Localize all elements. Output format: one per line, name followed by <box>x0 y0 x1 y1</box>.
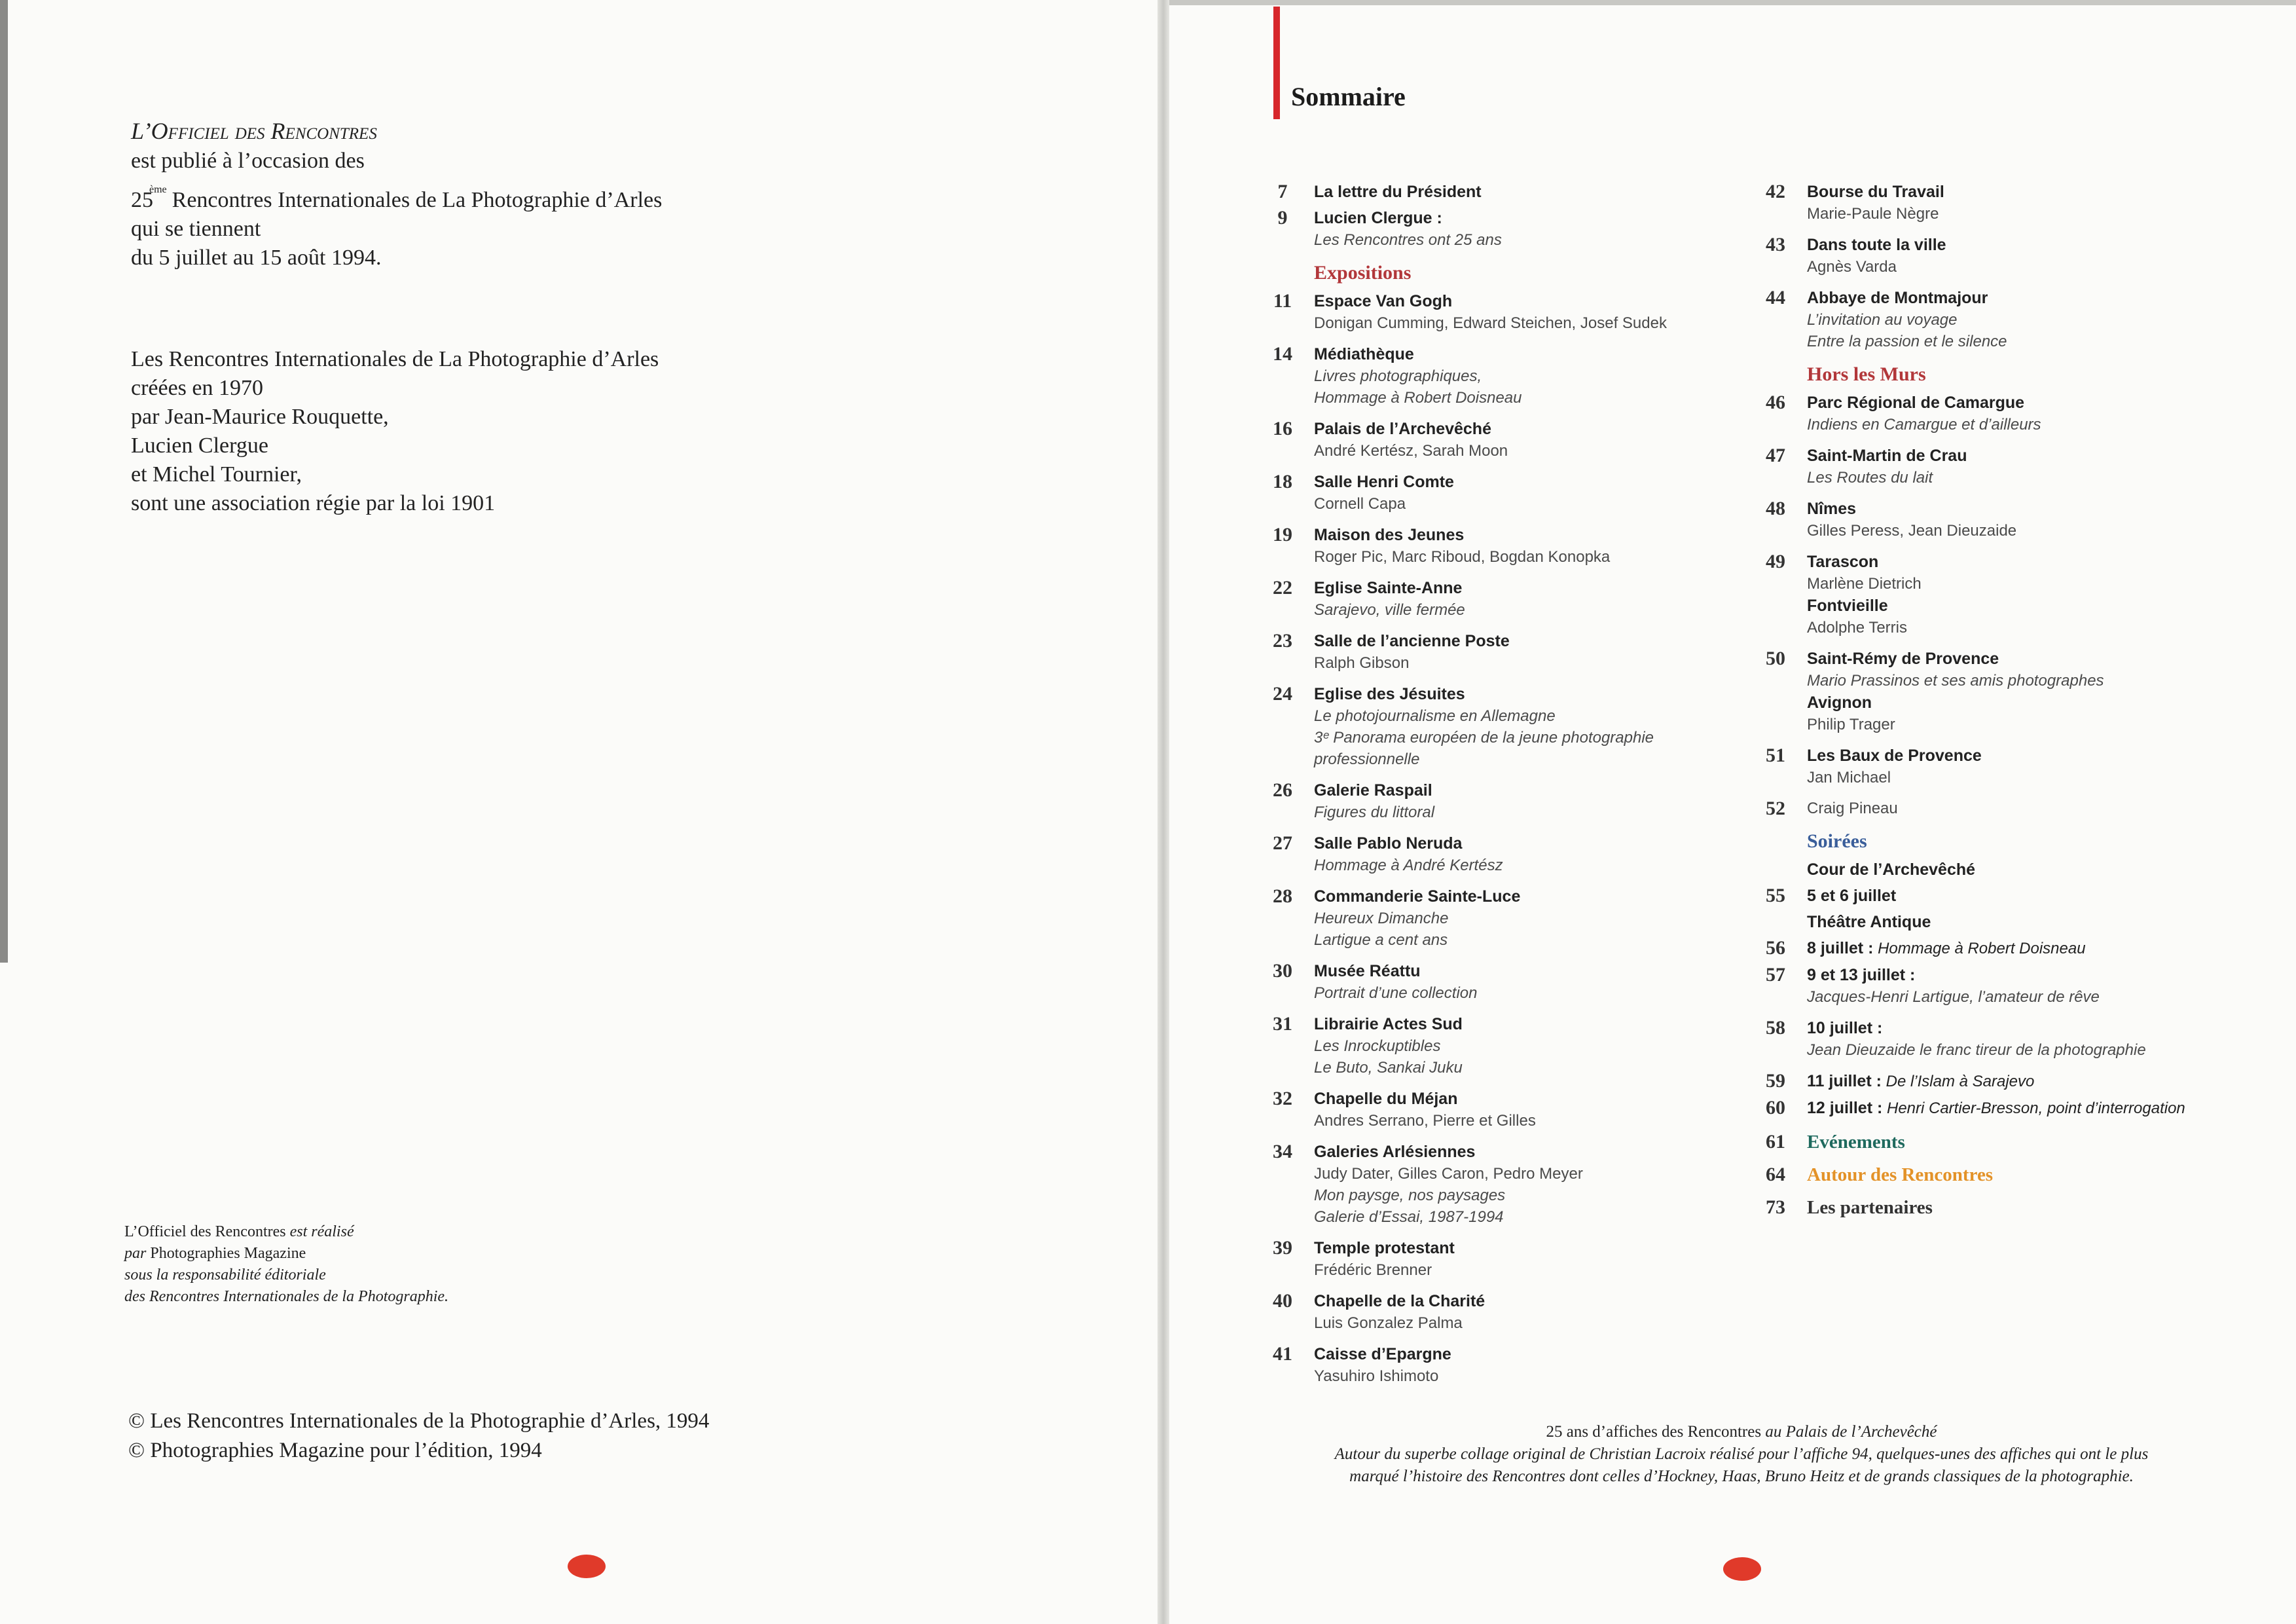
toc-page-number: 49 <box>1766 551 1785 572</box>
toc-entry-title: Salle de l’ancienne Poste <box>1314 632 1510 650</box>
toc-entry-subtitle: Mario Prassinos et ses amis photographes <box>1807 672 2104 690</box>
toc-entry-title: Abbaye de Montmajour <box>1807 289 1988 307</box>
toc-entry <box>1267 1343 1738 1387</box>
toc-entry <box>1267 683 1738 770</box>
toc-entry-subtitle: Andres Serrano, Pierre et Gilles <box>1314 1112 1536 1130</box>
toc-section-label: Autour des Rencontres <box>1807 1164 1994 1185</box>
toc-entry <box>1267 343 1738 409</box>
toc-entry-subtitle: Jacques-Henri Lartigue, l’amateur de rêve <box>1807 988 2100 1006</box>
toc-entry-subtitle: Portrait d’une collection <box>1314 984 1478 1002</box>
toc-entry <box>1267 181 1738 203</box>
toc-entry-subtitle: Le photojournalisme en Allemagne <box>1314 707 1556 725</box>
toc-page-number: 41 <box>1273 1343 1292 1365</box>
toc-entry <box>1760 858 2231 881</box>
toc-entry-subtitle: Hommage à Robert Doisneau <box>1314 389 1522 407</box>
toc-page-number: 30 <box>1273 960 1292 982</box>
toc-page-number: 7 <box>1277 181 1288 202</box>
toc-page-number: 19 <box>1273 524 1292 545</box>
toc-entry-subtitle: Donigan Cumming, Edward Steichen, Josef Sudek <box>1314 314 1667 332</box>
toc-entry-line <box>1807 937 2231 960</box>
toc-entry-subtitle: Craig Pineau <box>1807 800 1898 817</box>
toc-entry <box>1760 445 2231 489</box>
toc-entry <box>1267 290 1738 334</box>
toc-section-label: Expositions <box>1314 262 1412 284</box>
toc-entry <box>1760 1017 2231 1061</box>
toc-entry-title: 9 et 13 juillet : <box>1807 966 1916 984</box>
colophon-line: est publié à l’occasion des <box>131 149 365 173</box>
credits-text: L’Officiel des Rencontres <box>124 1223 286 1240</box>
toc-entry-subtitle: Hommage à Robert Doisneau <box>1878 940 2086 957</box>
toc-entry-title: Saint-Martin de Crau <box>1807 447 1967 465</box>
credits-text: par <box>124 1245 147 1262</box>
toc-entry <box>1267 577 1738 621</box>
toc-entry <box>1760 885 2231 907</box>
toc-entry-subtitle: Les Routes du lait <box>1807 469 1933 487</box>
caption-text: au Palais de l’Archevêché <box>1765 1423 1937 1441</box>
publication-name: L’Officiel des Rencontres <box>131 118 377 144</box>
toc-page-number: 11 <box>1273 290 1292 312</box>
toc-page-number: 61 <box>1766 1131 1785 1153</box>
toc-page-number: 50 <box>1766 648 1785 669</box>
toc-entry-title: Commanderie Sainte-Luce <box>1314 887 1521 906</box>
toc-entry <box>1760 287 2231 352</box>
colophon-block <box>131 117 720 272</box>
credits-text: Photographies Magazine <box>150 1245 306 1262</box>
toc-entry-subtitle: Lartigue a cent ans <box>1314 931 1448 949</box>
toc-entry-subtitle: L’invitation au voyage <box>1807 311 1958 329</box>
toc-entry <box>1760 181 2231 225</box>
toc-entry-title: Palais de l’Archevêché <box>1314 420 1491 438</box>
toc-entry <box>1760 234 2231 278</box>
toc-entry <box>1267 1088 1738 1132</box>
page-marker-dot-right <box>1723 1557 1761 1581</box>
toc-entry-title: Galerie Raspail <box>1314 781 1432 800</box>
toc-entry <box>1267 471 1738 515</box>
toc-entry <box>1267 207 1738 251</box>
toc-entry-title: Lucien Clergue : <box>1314 209 1442 227</box>
page-top-edge <box>1169 0 2296 5</box>
toc-entry <box>1760 798 2231 819</box>
toc-entry-title: Caisse d’Epargne <box>1314 1345 1451 1363</box>
toc-entry-title: 11 juillet : <box>1807 1072 1882 1090</box>
toc-entry <box>1267 1290 1738 1334</box>
toc-entry-line <box>1807 1070 2231 1093</box>
colophon-line: Rencontres Internationales de La Photographie d’Arles <box>172 188 663 212</box>
toc-page-number: 34 <box>1273 1141 1292 1162</box>
toc-page-number: 32 <box>1273 1088 1292 1109</box>
toc-page-number: 73 <box>1766 1196 1785 1218</box>
toc-entry-subtitle: Livres photographiques, <box>1314 367 1482 385</box>
toc-entry-subtitle: Marlène Dietrich <box>1807 575 1922 593</box>
toc-section-heading <box>1807 361 2231 388</box>
toc-page-number: 22 <box>1273 577 1292 599</box>
toc-section-label: Soirées <box>1807 830 1867 852</box>
toc-entry-subtitle: Les Rencontres ont 25 ans <box>1314 231 1502 249</box>
toc-entry <box>1267 630 1738 674</box>
toc-entry <box>1267 1237 1738 1281</box>
toc-entry-title: Maison des Jeunes <box>1314 526 1465 544</box>
colophon-line: qui se tiennent <box>131 217 261 241</box>
copyright-line: © Photographies Magazine pour l’édition, 1994 <box>128 1439 542 1462</box>
toc-page-number: 57 <box>1766 964 1785 986</box>
page-marker-dot-left <box>568 1555 606 1578</box>
toc-entry <box>1760 745 2231 788</box>
toc-page-number: 27 <box>1273 832 1292 854</box>
toc-entry-subtitle: Le Buto, Sankai Juku <box>1314 1059 1463 1077</box>
toc-entry <box>1267 1013 1738 1079</box>
toc-entry-subtitle: professionnelle <box>1314 750 1420 768</box>
toc-entry-subtitle: Les Inrockuptibles <box>1314 1037 1441 1055</box>
toc-entry-subtitle: Entre la passion et le silence <box>1807 333 2007 350</box>
toc-entry-subtitle: Agnès Varda <box>1807 258 1897 276</box>
toc-entry-subtitle: Philip Trager <box>1807 716 1895 733</box>
page-title: Sommaire <box>1291 82 1406 111</box>
toc-entry <box>1267 885 1738 951</box>
toc-entry-subtitle: Sarajevo, ville fermée <box>1314 601 1465 619</box>
toc-entry-title: Chapelle du Méjan <box>1314 1090 1458 1108</box>
toc-entry-line <box>1807 1097 2231 1120</box>
toc-page-number: 64 <box>1766 1164 1785 1185</box>
toc-entry <box>1267 832 1738 876</box>
copyright-line: © Les Rencontres Internationales de la Photographie d’Arles, 1994 <box>128 1409 710 1433</box>
edition-number: 25 <box>131 188 153 212</box>
toc-entry-title: Avignon <box>1807 693 1872 712</box>
poster-caption <box>1283 1421 2200 1488</box>
toc-section-heading <box>1766 1129 2231 1155</box>
toc-entry-title: Chapelle de la Charité <box>1314 1292 1485 1310</box>
toc-entry-title: Fontvieille <box>1807 597 1888 615</box>
copyright-notice <box>128 1407 848 1466</box>
caption-text: Autour du superbe collage original de Christian Lacroix réalisé pour l’affiche 94, quelques-unes des affiches qui ont le plus <box>1334 1445 2149 1463</box>
toc-section-heading <box>1807 828 2231 855</box>
book-gutter <box>1157 0 1169 1624</box>
toc-entry <box>1760 937 2231 960</box>
toc-page-number: 60 <box>1766 1097 1785 1118</box>
toc-entry-title: Librairie Actes Sud <box>1314 1015 1463 1033</box>
toc-entry <box>1760 648 2231 735</box>
edition-suffix: ème <box>149 184 167 195</box>
credits-text: est réalisé <box>289 1223 354 1240</box>
caption-text: 25 ans d’affiches des Rencontres <box>1546 1423 1762 1441</box>
toc-entry-title: Tarascon <box>1807 553 1879 571</box>
history-line: Les Rencontres Internationales de La Photographie d’Arles <box>131 347 659 371</box>
toc-entry-title: Les Baux de Provence <box>1807 747 1982 765</box>
production-credits <box>124 1221 714 1308</box>
history-line: et Michel Tournier, <box>131 462 302 487</box>
toc-entry-subtitle: Luis Gonzalez Palma <box>1314 1314 1463 1332</box>
caption-text: marqué l’histoire des Rencontres dont celles d’Hockney, Haas, Bruno Heitz et de grands classiques de la photographie. <box>1349 1467 2134 1485</box>
toc-entry-subtitle: Galerie d’Essai, 1987-1994 <box>1314 1208 1504 1226</box>
toc-page-number: 26 <box>1273 779 1292 801</box>
toc-page-number: 18 <box>1273 471 1292 492</box>
toc-page-number: 40 <box>1273 1290 1292 1312</box>
toc-entry-subtitle: Figures du littoral <box>1314 803 1435 821</box>
toc-entry <box>1267 524 1738 568</box>
toc-column-right <box>1760 181 2231 1225</box>
toc-entry-subtitle: Cornell Capa <box>1314 495 1406 513</box>
toc-page-number: 9 <box>1277 207 1288 229</box>
toc-entry <box>1760 498 2231 542</box>
toc-page-number: 24 <box>1273 683 1292 705</box>
toc-page-number: 47 <box>1766 445 1785 466</box>
history-line: par Jean-Maurice Rouquette, <box>131 405 389 429</box>
toc-entry-title: La lettre du Président <box>1314 183 1482 201</box>
toc-entry-title: Musée Réattu <box>1314 962 1421 980</box>
toc-section-label: Les partenaires <box>1807 1197 1933 1218</box>
credits-text: des Rencontres Internationales de la Photographie. <box>124 1288 449 1305</box>
toc-entry-subtitle: Henri Cartier-Bresson, point d’interrogation <box>1886 1099 2185 1117</box>
toc-entry-title: Salle Pablo Neruda <box>1314 834 1463 853</box>
toc-entry-title: Parc Régional de Camargue <box>1807 394 2025 412</box>
toc-entry <box>1760 1070 2231 1093</box>
toc-entry-title: Nîmes <box>1807 500 1857 518</box>
toc-entry-subtitle: De l’Islam à Sarajevo <box>1886 1073 2035 1090</box>
toc-entry-title: 8 juillet : <box>1807 939 1874 957</box>
toc-page-number: 58 <box>1766 1017 1785 1039</box>
toc-page-number: 56 <box>1766 937 1785 959</box>
toc-entry-title: 12 juillet : <box>1807 1099 1883 1117</box>
history-line: créées en 1970 <box>131 376 264 400</box>
toc-entry-title: Dans toute la ville <box>1807 236 1946 254</box>
toc-entry-subtitle: Adolphe Terris <box>1807 619 1907 637</box>
toc-entry-subtitle: Mon paysge, nos paysages <box>1314 1187 1506 1204</box>
toc-entry-title: Saint-Rémy de Provence <box>1807 650 1999 668</box>
toc-entry-title: Espace Van Gogh <box>1314 292 1453 310</box>
toc-entry-title: Salle Henri Comte <box>1314 473 1454 491</box>
toc-section-heading <box>1314 260 1738 286</box>
colophon-line: du 5 juillet au 15 août 1994. <box>131 246 382 270</box>
toc-entry-title: Bourse du Travail <box>1807 183 1944 201</box>
toc-entry <box>1760 392 2231 435</box>
toc-entry-subtitle: Marie-Paule Nègre <box>1807 205 1939 223</box>
toc-entry <box>1760 964 2231 1008</box>
toc-entry-subtitle: Frédéric Brenner <box>1314 1261 1432 1279</box>
page-left-edge <box>0 0 8 963</box>
toc-page-number: 23 <box>1273 630 1292 652</box>
toc-entry <box>1267 1141 1738 1228</box>
toc-entry-subtitle: Indiens en Camargue et d’ailleurs <box>1807 416 2041 434</box>
toc-page-number: 44 <box>1766 287 1785 308</box>
toc-entry-subtitle: Jan Michael <box>1807 769 1891 786</box>
toc-entry <box>1267 960 1738 1004</box>
toc-entry-title: Eglise des Jésuites <box>1314 685 1465 703</box>
toc-page-number: 31 <box>1273 1013 1292 1035</box>
credits-text: sous la responsabilité éditoriale <box>124 1266 326 1283</box>
toc-page-number: 52 <box>1766 798 1785 819</box>
toc-page-number: 16 <box>1273 418 1292 439</box>
toc-section-label: Evénements <box>1807 1132 1905 1153</box>
toc-entry <box>1267 779 1738 823</box>
toc-entry <box>1267 418 1738 462</box>
toc-entry-subtitle: Roger Pic, Marc Riboud, Bogdan Konopka <box>1314 548 1611 566</box>
toc-entry <box>1760 911 2231 933</box>
toc-entry-subtitle: Yasuhiro Ishimoto <box>1314 1367 1439 1385</box>
toc-column-left <box>1267 181 1738 1396</box>
toc-entry-title: Cour de l’Archevêché <box>1807 860 1976 879</box>
toc-page-number: 59 <box>1766 1070 1785 1092</box>
toc-entry <box>1760 551 2231 638</box>
toc-page-number: 48 <box>1766 498 1785 519</box>
toc-entry-title: Eglise Sainte-Anne <box>1314 579 1463 597</box>
toc-page-number: 42 <box>1766 181 1785 202</box>
history-line: sont une association régie par la loi 1901 <box>131 491 496 515</box>
toc-page-number: 55 <box>1766 885 1785 906</box>
toc-page-number: 46 <box>1766 392 1785 413</box>
toc-section-heading <box>1766 1162 2231 1188</box>
toc-section-heading <box>1766 1194 2231 1221</box>
toc-entry <box>1760 1097 2231 1120</box>
toc-entry-title: Galeries Arlésiennes <box>1314 1143 1476 1161</box>
toc-page-number: 14 <box>1273 343 1292 365</box>
toc-entry-subtitle: 3ᵉ Panorama européen de la jeune photographie <box>1314 729 1654 747</box>
toc-entry-title: Médiathèque <box>1314 345 1414 363</box>
toc-entry-subtitle: Hommage à André Kertész <box>1314 857 1503 874</box>
toc-entry-subtitle: Ralph Gibson <box>1314 654 1410 672</box>
toc-entry-subtitle: Heureux Dimanche <box>1314 910 1449 927</box>
history-line: Lucien Clergue <box>131 434 268 458</box>
toc-entry-title: 10 juillet : <box>1807 1019 1883 1037</box>
toc-entry-subtitle: Judy Dater, Gilles Caron, Pedro Meyer <box>1314 1165 1583 1183</box>
colophon-edition-line <box>131 175 720 215</box>
association-history <box>131 345 720 518</box>
toc-page-number: 43 <box>1766 234 1785 255</box>
toc-entry-title: Théâtre Antique <box>1807 913 1931 931</box>
toc-page-number: 51 <box>1766 745 1785 766</box>
toc-section-label: Hors les Murs <box>1807 363 1926 385</box>
toc-page-number: 28 <box>1273 885 1292 907</box>
toc-entry-subtitle: André Kertész, Sarah Moon <box>1314 442 1508 460</box>
toc-entry-title: Temple protestant <box>1314 1239 1455 1257</box>
toc-page-number: 39 <box>1273 1237 1292 1259</box>
toc-entry-subtitle: Gilles Peress, Jean Dieuzaide <box>1807 522 2017 540</box>
toc-entry-title: 5 et 6 juillet <box>1807 887 1897 905</box>
title-accent-bar <box>1273 7 1280 119</box>
toc-entry-subtitle: Jean Dieuzaide le franc tireur de la photographie <box>1807 1041 2146 1059</box>
